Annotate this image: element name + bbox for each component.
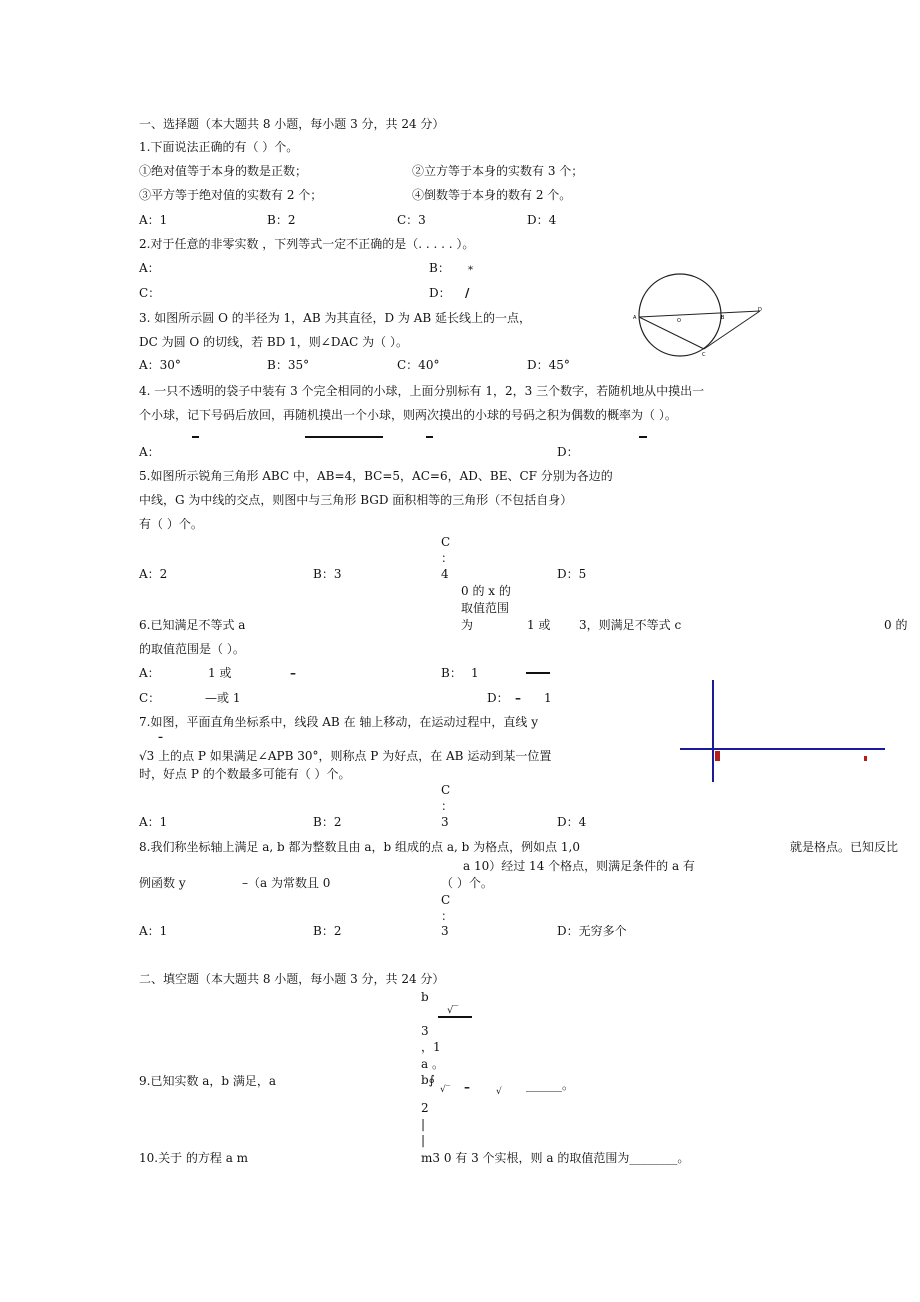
q6-fragment-2: 取值范围 <box>461 601 510 615</box>
q8-line-1: 8.我们称坐标轴上满足 a, b 都为整数且由 a，b 组成的点 a, b 为格点，例如点 1,0 <box>139 840 581 854</box>
q7-option-b: B：2 <box>313 815 342 829</box>
q9-frag-dash: – <box>464 1080 470 1094</box>
q8-option-d: D：无穷多个 <box>557 924 627 938</box>
q9-frag-bj: b∮ <box>421 1073 435 1087</box>
q2-option-a: A： <box>139 261 160 275</box>
q5-option-b: B：3 <box>313 567 342 581</box>
q1-option-c: C：3 <box>397 213 426 227</box>
q9-frag-sqrt: √‾ <box>447 1005 459 1016</box>
q6-fragment-5: 3，则满足不等式 c <box>579 618 682 632</box>
q2-option-c: C： <box>139 286 161 300</box>
point-a-marker <box>715 751 720 761</box>
q4-fraction-bar-a <box>192 436 199 438</box>
q1-option-d: D：4 <box>527 213 557 227</box>
line-dc <box>704 311 760 349</box>
line-ac <box>639 317 704 349</box>
q7-option-c-value: 3 <box>441 815 449 829</box>
label-d: D <box>758 307 762 313</box>
q9-frag-a: a 。 <box>421 1057 444 1071</box>
label-a: A <box>633 315 637 321</box>
q4-fraction-bar-c <box>426 436 433 438</box>
q7-line-1: 7.如图，平面直角坐标系中，线段 AB 在 轴上移动，在运动过程中，直线 y <box>139 715 538 729</box>
q5-line-2: 中线，G 为中线的交点，则图中与三角形 BGD 面积相等的三角形（不包括自身） <box>139 493 573 507</box>
q9-fraction-bar <box>438 1016 472 1018</box>
q6-option-b-value: 1 <box>471 666 479 680</box>
q2-option-b-symbol: * <box>468 265 473 276</box>
q10-stem: 10.关于 的方程 a m <box>139 1151 249 1165</box>
q9-frag-2: 2 <box>421 1101 429 1115</box>
q3-line-2: DC 为圆 O 的切线，若 BD 1，则∠DAC 为（ ）。 <box>139 335 408 349</box>
q7-option-c-letter: C <box>441 783 451 797</box>
q9-frag-bar-2: | <box>421 1133 426 1147</box>
q5-option-c-colon: ： <box>441 551 454 565</box>
q6-option-c-value: —或 1 <box>205 691 241 705</box>
q3-option-b: B：35° <box>267 358 310 372</box>
q6-option-a: A： <box>139 666 160 680</box>
q9-frag-3: 3 <box>421 1024 429 1038</box>
q9-frag-bar-1: | <box>421 1117 426 1131</box>
q4-fraction-bar-b <box>305 436 383 438</box>
q1-option-b: B：2 <box>267 213 296 227</box>
q1-stem: 1.下面说法正确的有（ ）个。 <box>139 140 299 154</box>
label-o: O <box>677 318 681 324</box>
q9-frag-sqrt-2: √‾ <box>440 1085 451 1095</box>
q5-line-3: 有（ ）个。 <box>139 517 203 531</box>
q9-frag-1: ，1 <box>421 1040 441 1054</box>
q3-option-c: C：40° <box>397 358 440 372</box>
q2-option-b: B： <box>429 261 450 275</box>
q8-line-1-end: 就是格点。已知反比 <box>790 840 899 854</box>
q6-option-d: D： <box>487 691 509 705</box>
q1-statement-2: ②立方等于本身的实数有 3 个； <box>412 164 584 178</box>
q5-option-d: D：5 <box>557 567 587 581</box>
q7-option-a: A：1 <box>139 815 168 829</box>
q8-fragment-2: –（a 为常数且 0 <box>242 876 331 890</box>
q4-line-1: 4. 一只不透明的袋子中装有 3 个完全相同的小球，上面分别标有 1，2，3 三个数字，若随机地从中摸出一 <box>139 384 705 398</box>
q6-fragment-3: 为 <box>461 618 474 632</box>
q9-answer-blank: ______。 <box>526 1078 575 1092</box>
line-ad <box>639 311 760 317</box>
q8-option-c-colon: ： <box>441 909 454 923</box>
q5-option-a: A：2 <box>139 567 168 581</box>
q2-option-d: D： <box>429 286 451 300</box>
q4-fraction-bar-d <box>639 436 647 438</box>
section1-heading: 一、选择题（本大题共 8 小题，每小题 3 分，共 24 分） <box>139 117 445 131</box>
q4-option-d: D： <box>557 445 579 459</box>
q1-option-a: A：1 <box>139 213 168 227</box>
q9-frag-sqrt-3: √ <box>496 1087 502 1097</box>
q7-option-c-colon: ： <box>441 799 454 813</box>
q6-option-a-dash: – <box>290 666 296 680</box>
q4-option-a: A： <box>139 445 160 459</box>
q6-fragment-4: 1 或 <box>527 618 551 632</box>
q7-line-3: 时，好点 P 的个数最多可能有（ ）个。 <box>139 767 351 781</box>
q6-fragment-6: 0 的 <box>884 618 908 632</box>
q6-option-c: C： <box>139 691 161 705</box>
q6-line-start: 6.已知满足不等式 a <box>139 618 246 632</box>
q3-option-d: D：45° <box>527 358 570 372</box>
q8-option-a: A：1 <box>139 924 168 938</box>
section2-heading: 二、填空题（本大题共 8 小题，每小题 3 分，共 24 分） <box>139 972 445 986</box>
q7-line-2: √3 上的点 P 如果满足∠APB 30°，则称点 P 为好点，在 AB 运动到某一位置 <box>139 749 552 763</box>
q7-option-d: D：4 <box>557 815 587 829</box>
q2-stem: 2.对于任意的非零实数 ，下列等式一定不正确的是（. . . . . ）。 <box>139 237 475 251</box>
q6-line-2: 的取值范围是（ ）。 <box>139 642 245 656</box>
q1-statement-4: ④倒数等于本身的数有 2 个。 <box>412 188 572 202</box>
q6-option-a-value: 1 或 <box>208 666 232 680</box>
q5-option-c-letter: C <box>441 535 451 549</box>
q5-line-1: 5.如图所示锐角三角形 ABC 中，AB=4，BC=5，AC=6，AD、BE、CF 分别为各边的 <box>139 469 613 483</box>
q8-option-c-value: 3 <box>441 924 449 938</box>
q3-circle-figure <box>628 270 768 365</box>
q1-statement-3: ③平方等于绝对值的实数有 2 个； <box>139 188 323 202</box>
q6-option-b: B： <box>441 666 462 680</box>
q7-axes-figure <box>678 678 888 784</box>
q2-option-d-symbol: / <box>465 286 470 300</box>
q8-option-c-letter: C <box>441 893 451 907</box>
q1-statement-1: ①绝对值等于本身的数是正数； <box>139 164 308 178</box>
q4-line-2: 个小球，记下号码后放回，再随机摸出一个小球，则两次摸出的小球的号码之积为偶数的概率为（ ）。 <box>139 408 677 422</box>
q6-option-d-value: 1 <box>544 691 552 705</box>
point-b-marker <box>864 756 867 761</box>
q6-option-d-dash: – <box>515 691 521 705</box>
q6-option-b-bar <box>526 672 550 674</box>
q3-option-a: A：30° <box>139 358 181 372</box>
q8-line-2: 例函数 y <box>139 876 186 890</box>
q8-option-b: B：2 <box>313 924 342 938</box>
q8-fragment-1: a 10）经过 14 个格点，则满足条件的 a 有 <box>463 859 695 873</box>
q9-frag-b: b <box>421 990 429 1004</box>
q8-fragment-3: （ ）个。 <box>441 876 493 890</box>
label-c: C <box>702 352 706 358</box>
q10-stem-rest: m3 0 有 3 个实根，则 a 的取值范围为________。 <box>421 1151 690 1165</box>
label-b: B <box>721 315 725 321</box>
q7-dash: – <box>158 732 163 743</box>
q6-fragment-1: 0 的 x 的 <box>461 584 511 598</box>
q9-stem: 9.已知实数 a，b 满足，a <box>139 1074 277 1088</box>
q3-line-1: 3. 如图所示圆 O 的半径为 1，AB 为其直径，D 为 AB 延长线上的一点， <box>139 311 532 325</box>
q5-option-c-value: 4 <box>441 567 449 581</box>
